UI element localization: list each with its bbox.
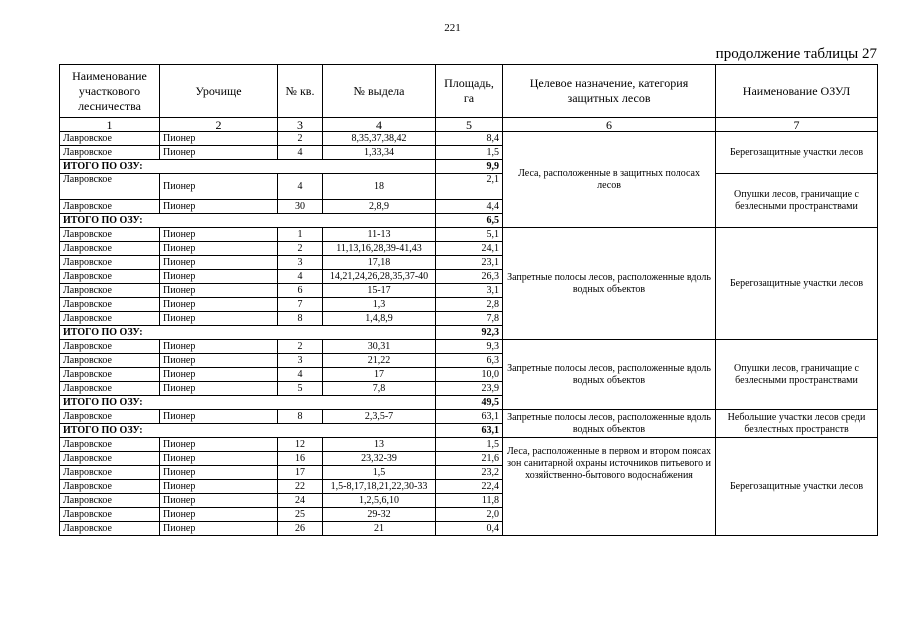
tract-cell: Пионер	[160, 410, 278, 424]
plots-cell: 1,4,8,9	[323, 312, 436, 326]
quarter-cell: 2	[278, 132, 323, 146]
plots-cell: 1,33,34	[323, 146, 436, 160]
total-label: ИТОГО ПО ОЗУ:	[60, 424, 436, 438]
quarter-cell: 6	[278, 284, 323, 298]
col-number: 6	[503, 118, 716, 132]
area-cell: 3,1	[436, 284, 503, 298]
forestry-cell: Лавровское	[60, 368, 160, 382]
tract-cell: Пионер	[160, 312, 278, 326]
table-row	[60, 228, 878, 242]
tract-cell: Пионер	[160, 382, 278, 396]
total-label: ИТОГО ПО ОЗУ:	[60, 326, 436, 340]
ozul-cell: Берегозащитные участки лесов	[716, 228, 878, 340]
tract-cell: Пионер	[160, 438, 278, 452]
quarter-cell: 4	[278, 146, 323, 160]
tract-cell: Пионер	[160, 340, 278, 354]
tract-cell: Пионер	[160, 146, 278, 160]
tract-cell: Пионер	[160, 354, 278, 368]
area-cell: 23,2	[436, 466, 503, 480]
area-cell: 2,0	[436, 508, 503, 522]
table-row	[60, 410, 878, 424]
quarter-cell: 5	[278, 382, 323, 396]
quarter-cell: 26	[278, 522, 323, 536]
area-cell: 4,4	[436, 200, 503, 214]
forestry-cell: Лавровское	[60, 256, 160, 270]
plots-cell: 11-13	[323, 228, 436, 242]
area-cell: 26,3	[436, 270, 503, 284]
col-number: 2	[160, 118, 278, 132]
area-cell: 7,8	[436, 312, 503, 326]
forestry-cell: Лавровское	[60, 242, 160, 256]
ozul-cell: Берегозащитные участки лесов	[716, 132, 878, 174]
header-ozul: Наименование ОЗУЛ	[716, 65, 878, 118]
plots-cell: 2,8,9	[323, 200, 436, 214]
quarter-cell: 17	[278, 466, 323, 480]
area-cell: 23,1	[436, 256, 503, 270]
forestry-cell: Лавровское	[60, 438, 160, 452]
ozul-cell: Берегозащитные участки лесов	[716, 438, 878, 536]
tract-cell: Пионер	[160, 284, 278, 298]
forestry-cell: Лавровское	[60, 312, 160, 326]
forestry-cell: Лавровское	[60, 494, 160, 508]
plots-cell: 1,3	[323, 298, 436, 312]
tract-cell: Пионер	[160, 508, 278, 522]
tract-cell: Пионер	[160, 270, 278, 284]
plots-cell: 8,35,37,38,42	[323, 132, 436, 146]
forestry-cell: Лавровское	[60, 480, 160, 494]
ozul-cell: Опушки лесов, граничащие с безлесными пространствами	[716, 340, 878, 410]
area-cell: 23,9	[436, 382, 503, 396]
area-cell: 2,8	[436, 298, 503, 312]
table-row	[60, 340, 878, 354]
plots-cell: 15-17	[323, 284, 436, 298]
quarter-cell: 4	[278, 270, 323, 284]
tract-cell: Пионер	[160, 494, 278, 508]
forestry-cell: Лавровское	[60, 174, 160, 200]
total-value: 49,5	[436, 396, 503, 410]
quarter-cell: 16	[278, 452, 323, 466]
forestry-cell: Лавровское	[60, 382, 160, 396]
area-cell: 8,4	[436, 132, 503, 146]
plots-cell: 1,2,5,6,10	[323, 494, 436, 508]
tract-cell: Пионер	[160, 242, 278, 256]
col-number: 1	[60, 118, 160, 132]
forestry-cell: Лавровское	[60, 146, 160, 160]
plots-cell: 1,5	[323, 466, 436, 480]
forestry-cell: Лавровское	[60, 522, 160, 536]
quarter-cell: 7	[278, 298, 323, 312]
forestry-cell: Лавровское	[60, 466, 160, 480]
plots-cell: 2,3,5-7	[323, 410, 436, 424]
forestry-cell: Лавровское	[60, 284, 160, 298]
forestry-cell: Лавровское	[60, 508, 160, 522]
quarter-cell: 12	[278, 438, 323, 452]
col-number: 7	[716, 118, 878, 132]
total-value: 92,3	[436, 326, 503, 340]
plots-cell: 14,21,24,26,28,35,37-40	[323, 270, 436, 284]
quarter-cell: 30	[278, 200, 323, 214]
purpose-cell: Запретные полосы лесов, расположенные вдоль водных объектов	[503, 228, 716, 340]
total-label: ИТОГО ПО ОЗУ:	[60, 214, 436, 228]
area-cell: 1,5	[436, 438, 503, 452]
total-value: 63,1	[436, 424, 503, 438]
quarter-cell: 1	[278, 228, 323, 242]
area-cell: 10,0	[436, 368, 503, 382]
table-row	[60, 132, 878, 146]
table-caption: продолжение таблицы 27	[715, 46, 877, 62]
header-purpose: Целевое назначение, категория защитных лесов	[503, 65, 716, 118]
forest-table	[59, 64, 878, 536]
plots-cell: 7,8	[323, 382, 436, 396]
quarter-cell: 8	[278, 312, 323, 326]
header-tract: Урочище	[160, 65, 278, 118]
table-row	[60, 174, 878, 200]
area-cell: 63,1	[436, 410, 503, 424]
area-cell: 9,3	[436, 340, 503, 354]
area-cell: 5,1	[436, 228, 503, 242]
area-cell: 11,8	[436, 494, 503, 508]
plots-cell: 30,31	[323, 340, 436, 354]
quarter-cell: 3	[278, 256, 323, 270]
tract-cell: Пионер	[160, 228, 278, 242]
forestry-cell: Лавровское	[60, 132, 160, 146]
area-cell: 24,1	[436, 242, 503, 256]
header-plots: № выдела	[323, 65, 436, 118]
tract-cell: Пионер	[160, 200, 278, 214]
area-cell: 1,5	[436, 146, 503, 160]
page-number: 221	[444, 22, 461, 34]
tract-cell: Пионер	[160, 132, 278, 146]
column-number-row	[60, 118, 878, 132]
plots-cell: 18	[323, 174, 436, 200]
quarter-cell: 25	[278, 508, 323, 522]
quarter-cell: 22	[278, 480, 323, 494]
plots-cell: 13	[323, 438, 436, 452]
purpose-cell: Леса, расположенные в защитных полосах лесов	[503, 132, 716, 228]
quarter-cell: 4	[278, 174, 323, 200]
purpose-cell: Запретные полосы лесов, расположенные вдоль водных объектов	[503, 410, 716, 438]
tract-cell: Пионер	[160, 522, 278, 536]
header-quarter: № кв.	[278, 65, 323, 118]
forestry-cell: Лавровское	[60, 340, 160, 354]
quarter-cell: 4	[278, 368, 323, 382]
header-row	[60, 65, 878, 118]
plots-cell: 17	[323, 368, 436, 382]
quarter-cell: 24	[278, 494, 323, 508]
ozul-cell: Опушки лесов, граничащие с безлесными пространствами	[716, 174, 878, 228]
purpose-cell: Леса, расположенные в первом и втором поясах зон санитарной охраны источников питьевого и хозяйственно-бытового водоснабжения	[503, 438, 716, 536]
tract-cell: Пионер	[160, 480, 278, 494]
plots-cell: 29-32	[323, 508, 436, 522]
quarter-cell: 2	[278, 340, 323, 354]
tract-cell: Пионер	[160, 256, 278, 270]
area-cell: 6,3	[436, 354, 503, 368]
purpose-cell: Запретные полосы лесов, расположенные вдоль водных объектов	[503, 340, 716, 410]
quarter-cell: 3	[278, 354, 323, 368]
col-number: 4	[323, 118, 436, 132]
plots-cell: 23,32-39	[323, 452, 436, 466]
forestry-cell: Лавровское	[60, 298, 160, 312]
forestry-cell: Лавровское	[60, 270, 160, 284]
quarter-cell: 2	[278, 242, 323, 256]
plots-cell: 11,13,16,28,39-41,43	[323, 242, 436, 256]
ozul-cell: Небольшие участки лесов среди безлестных пространств	[716, 410, 878, 438]
col-number: 3	[278, 118, 323, 132]
total-value: 9,9	[436, 160, 503, 174]
total-value: 6,5	[436, 214, 503, 228]
forestry-cell: Лавровское	[60, 410, 160, 424]
total-label: ИТОГО ПО ОЗУ:	[60, 396, 436, 410]
forestry-cell: Лавровское	[60, 452, 160, 466]
plots-cell: 1,5-8,17,18,21,22,30-33	[323, 480, 436, 494]
plots-cell: 21	[323, 522, 436, 536]
tract-cell: Пионер	[160, 298, 278, 312]
table-row	[60, 438, 878, 452]
header-area: Площадь, га	[436, 65, 503, 118]
plots-cell: 21,22	[323, 354, 436, 368]
plots-cell: 17,18	[323, 256, 436, 270]
area-cell: 22,4	[436, 480, 503, 494]
col-number: 5	[436, 118, 503, 132]
forestry-cell: Лавровское	[60, 200, 160, 214]
forestry-cell: Лавровское	[60, 354, 160, 368]
total-label: ИТОГО ПО ОЗУ:	[60, 160, 436, 174]
tract-cell: Пионер	[160, 368, 278, 382]
area-cell: 0,4	[436, 522, 503, 536]
quarter-cell: 8	[278, 410, 323, 424]
header-forestry: Наименование участкового лесничества	[60, 65, 160, 118]
forestry-cell: Лавровское	[60, 228, 160, 242]
area-cell: 2,1	[436, 174, 503, 200]
tract-cell: Пионер	[160, 174, 278, 200]
tract-cell: Пионер	[160, 466, 278, 480]
area-cell: 21,6	[436, 452, 503, 466]
tract-cell: Пионер	[160, 452, 278, 466]
